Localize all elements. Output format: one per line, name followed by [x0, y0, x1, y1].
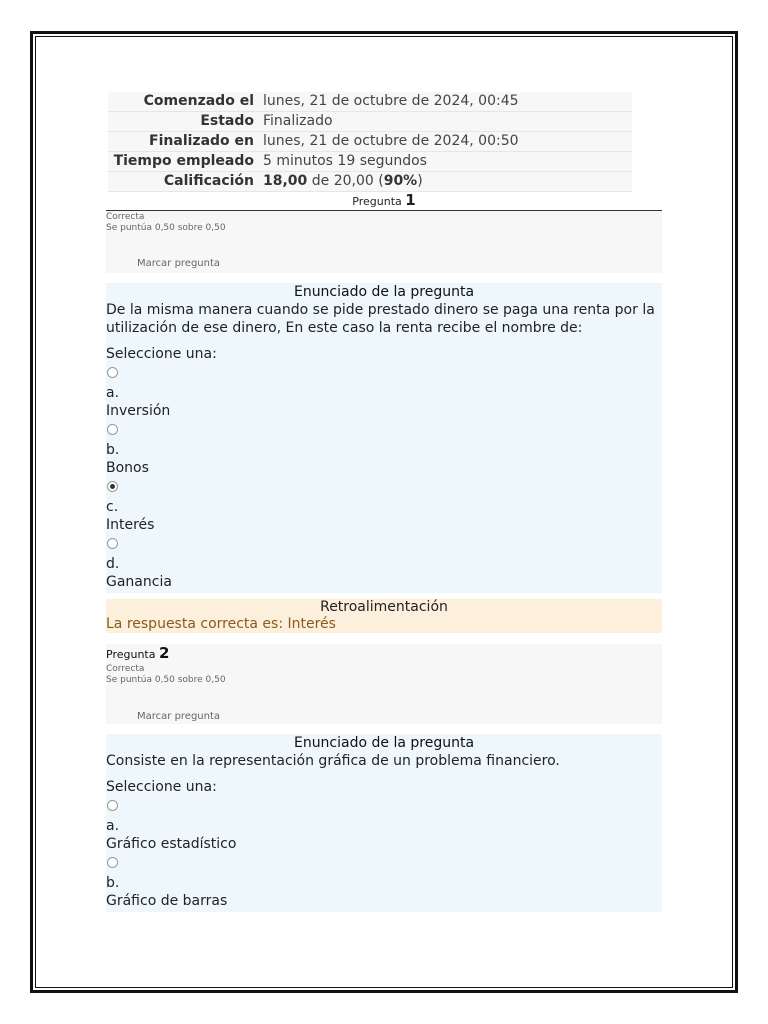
- summary-row-started: [108, 92, 632, 112]
- feedback-heading: Retroalimentación: [320, 599, 448, 615]
- radio-button[interactable]: [107, 424, 118, 435]
- option-text: Bonos: [106, 460, 149, 476]
- summary-row-state: [108, 112, 632, 132]
- question-status: Correcta: [106, 664, 145, 674]
- option-letter: a.: [106, 818, 120, 834]
- correct-answer-text: La respuesta correcta es: Interés: [106, 616, 336, 632]
- radio-button[interactable]: [107, 800, 118, 811]
- answer-option-d[interactable]: [106, 534, 662, 591]
- question-2-content: [106, 734, 662, 912]
- answer-option-a[interactable]: [106, 363, 662, 420]
- option-text: Gráfico de barras: [106, 893, 228, 909]
- flag-question-link[interactable]: Marcar pregunta: [137, 711, 221, 722]
- question-heading: Enunciado de la pregunta: [293, 735, 475, 751]
- question-score: Se puntúa 0,50 sobre 0,50: [106, 675, 226, 685]
- option-letter: d.: [106, 556, 120, 572]
- summary-row-time: [108, 152, 632, 172]
- question-1-info: [106, 211, 662, 273]
- question-text: De la misma manera cuando se pide prestado dinero se paga una renta por la utilización de ese dinero, En este caso la renta recibe el nombre de:: [106, 302, 655, 336]
- summary-value: Finalizado: [263, 112, 632, 132]
- question-2-info: [106, 644, 662, 724]
- summary-grade-value: [263, 172, 632, 192]
- radio-button[interactable]: [107, 538, 118, 549]
- summary-label: Finalizado en: [108, 132, 263, 152]
- option-text: Interés: [106, 517, 155, 533]
- flag-question-link[interactable]: Marcar pregunta: [137, 258, 221, 269]
- question-2-title: [106, 644, 662, 664]
- answer-option-c[interactable]: [106, 477, 662, 534]
- option-letter: c.: [106, 499, 119, 515]
- question-1-content: [106, 283, 662, 593]
- grade-end: ): [417, 173, 423, 189]
- attempt-summary-table: [108, 92, 632, 192]
- question-1-title: [106, 192, 662, 210]
- summary-value: lunes, 21 de octubre de 2024, 00:50: [263, 132, 632, 152]
- select-prompt: Seleccione una:: [106, 779, 217, 795]
- summary-label: Comenzado el: [108, 92, 263, 112]
- radio-button[interactable]: [107, 857, 118, 868]
- answer-option-b[interactable]: [106, 853, 662, 910]
- summary-row-grade: [108, 172, 632, 192]
- answer-option-a[interactable]: [106, 796, 662, 853]
- quiz-review: [106, 92, 662, 912]
- option-letter: b.: [106, 442, 120, 458]
- answer-option-b[interactable]: [106, 420, 662, 477]
- question-prefix: Pregunta: [106, 648, 156, 661]
- grade-percent: 90%: [383, 173, 418, 189]
- question-number: 2: [158, 644, 170, 662]
- option-letter: a.: [106, 385, 120, 401]
- option-text: Ganancia: [106, 574, 172, 590]
- summary-label: Estado: [108, 112, 263, 132]
- radio-button-selected[interactable]: [107, 481, 118, 492]
- option-letter: b.: [106, 875, 120, 891]
- question-number: 1: [405, 191, 416, 209]
- radio-button[interactable]: [107, 367, 118, 378]
- question-text: Consiste en la representación gráfica de un problema financiero.: [106, 753, 560, 769]
- summary-label: Tiempo empleado: [108, 152, 263, 172]
- summary-row-finished: [108, 132, 632, 152]
- question-score: Se puntúa 0,50 sobre 0,50: [106, 223, 226, 233]
- grade-points: 18,00: [263, 173, 308, 189]
- summary-value: 5 minutos 19 segundos: [263, 152, 632, 172]
- question-1-feedback: [106, 599, 662, 633]
- option-text: Gráfico estadístico: [106, 836, 237, 852]
- question-prefix: Pregunta: [352, 195, 402, 208]
- summary-label: Calificación: [108, 172, 263, 192]
- question-status: Correcta: [106, 212, 145, 222]
- select-prompt: Seleccione una:: [106, 346, 217, 362]
- question-heading: Enunciado de la pregunta: [293, 284, 475, 300]
- summary-value: lunes, 21 de octubre de 2024, 00:45: [263, 92, 632, 112]
- grade-mid: de 20,00 (: [307, 173, 384, 189]
- option-text: Inversión: [106, 403, 171, 419]
